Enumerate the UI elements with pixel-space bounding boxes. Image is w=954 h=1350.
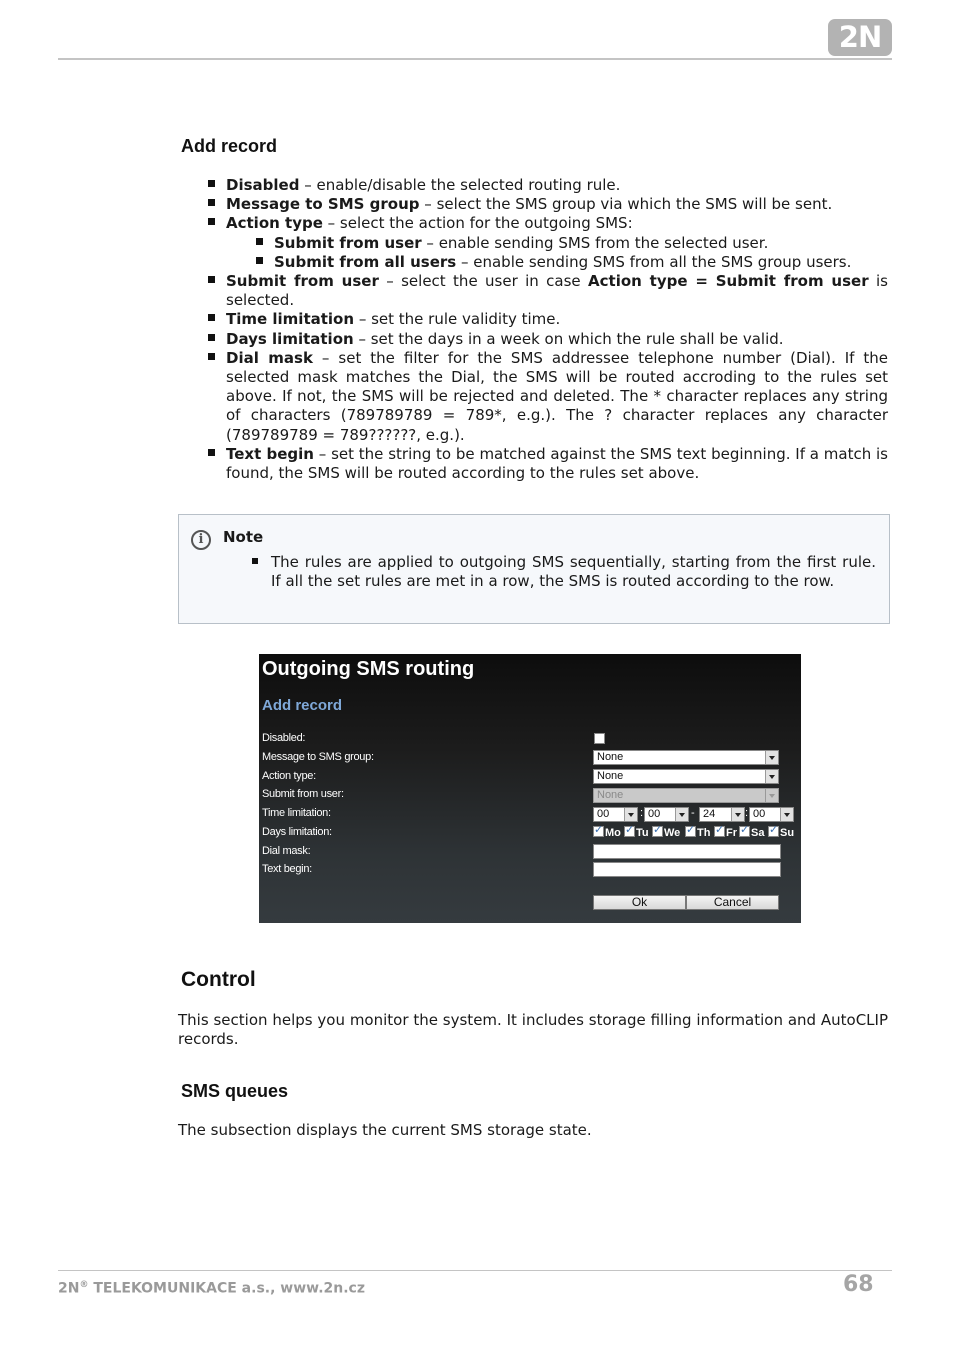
chevron-down-icon <box>765 789 778 802</box>
list-item: Time limitation – set the rule validity time. <box>205 310 888 329</box>
panel-title: Outgoing SMS routing <box>262 658 475 680</box>
label-disabled: Disabled: <box>262 732 306 744</box>
section-heading-control: Control <box>181 968 256 991</box>
sms-routing-screenshot <box>259 654 801 923</box>
label-submit-user: Submit from user: <box>262 788 344 800</box>
time-from-minute-select[interactable]: 00 <box>644 807 689 822</box>
time-from-hour-select[interactable]: 00 <box>593 807 638 822</box>
day-label-th: Th <box>697 827 711 839</box>
disabled-checkbox[interactable] <box>594 733 605 744</box>
list-item: Disabled – enable/disable the selected routing rule. <box>205 176 888 195</box>
cancel-button[interactable]: Cancel <box>686 895 779 910</box>
label-text-begin: Text begin: <box>262 863 312 875</box>
list-item: Days limitation – set the days in a week on which the rule shall be valid. <box>205 330 888 349</box>
chevron-down-icon <box>624 808 637 821</box>
list-item: Submit from user – enable sending SMS from the selected user. <box>253 234 888 253</box>
chevron-down-icon <box>765 770 778 783</box>
day-checkbox-we[interactable] <box>652 826 663 837</box>
day-checkbox-su[interactable] <box>768 826 779 837</box>
text-begin-input[interactable] <box>593 862 781 877</box>
note-list <box>251 553 876 591</box>
list-item: Message to SMS group – select the SMS group via which the SMS will be sent. <box>205 195 888 214</box>
footer-company: 2N® TELEKOMUNIKACE a.s., www.2n.cz <box>58 1280 365 1297</box>
dial-mask-input[interactable] <box>593 844 781 859</box>
list-item: Action type – select the action for the outgoing SMS: Submit from user – enable sending SMS from the selected user. Submit from all users – enable sending SMS from all the SMS group users. <box>205 214 888 272</box>
add-record-list <box>205 176 888 483</box>
day-label-tu: Tu <box>636 827 649 839</box>
chevron-down-icon <box>675 808 688 821</box>
time-range-separator: - <box>691 807 695 819</box>
header-divider <box>58 58 892 60</box>
day-label-su: Su <box>780 827 795 839</box>
submit-user-select[interactable]: None <box>593 788 779 803</box>
footer-divider <box>58 1270 892 1271</box>
label-sms-group: Message to SMS group: <box>262 751 374 763</box>
list-item: Submit from user – select the user in case Action type = Submit from user is selected. <box>205 272 888 310</box>
action-type-select[interactable]: None <box>593 769 779 784</box>
ok-button[interactable]: Ok <box>593 895 686 910</box>
time-to-minute-select[interactable]: 00 <box>749 807 794 822</box>
day-checkbox-tu[interactable] <box>624 826 635 837</box>
chevron-down-icon <box>731 808 744 821</box>
note-title: Note <box>223 528 264 546</box>
panel-subtitle: Add record <box>262 697 343 714</box>
list-item: The rules are applied to outgoing SMS sequentially, starting from the first rule. If all the set rules are met in a row, the SMS is routed according to the row. <box>251 553 876 591</box>
label-dial-mask: Dial mask: <box>262 845 311 857</box>
chevron-down-icon <box>765 751 778 764</box>
day-label-sa: Sa <box>751 827 765 839</box>
sms-queues-paragraph: The subsection displays the current SMS storage state. <box>178 1121 592 1139</box>
day-checkbox-mo[interactable] <box>593 826 604 837</box>
day-label-mo: Mo <box>605 827 621 839</box>
day-checkbox-fr[interactable] <box>714 826 725 837</box>
day-checkbox-th[interactable] <box>685 826 696 837</box>
time-to-hour-select[interactable]: 24 <box>699 807 745 822</box>
label-action-type: Action type: <box>262 770 316 782</box>
company-logo: 2N <box>828 19 892 56</box>
control-paragraph: This section helps you monitor the system. It includes storage filling information and AutoCLIP records. <box>178 1011 888 1049</box>
list-item: Text begin – set the string to be matched against the SMS text beginning. If a match is found, the SMS will be routed according to the rules set above. <box>205 445 888 483</box>
section-heading-sms-queues: SMS queues <box>181 1081 289 1101</box>
label-time-limitation: Time limitation: <box>262 807 331 819</box>
info-icon: i <box>191 530 211 550</box>
day-checkbox-sa[interactable] <box>739 826 750 837</box>
list-item: Submit from all users – enable sending SMS from all the SMS group users. <box>253 253 888 272</box>
section-heading-add-record: Add record <box>181 136 278 156</box>
day-label-fr: Fr <box>726 827 737 839</box>
time-separator: : <box>745 807 749 819</box>
note-box <box>178 514 890 624</box>
page-number: 68 <box>843 1272 874 1297</box>
time-separator: : <box>640 807 644 819</box>
list-item: Dial mask – set the filter for the SMS addressee telephone number (Dial). If the selected mask matches the Dial, the SMS will be routed accroding to the rules set above. If not, the SMS will be rejected and deleted. The * character replaces any string of characters (789789789 = 789*, e.g.). The ? character replaces any character (789789789 = 789??????, e.g.). <box>205 349 888 445</box>
chevron-down-icon <box>780 808 793 821</box>
day-label-we: We <box>664 827 681 839</box>
sms-group-select[interactable]: None <box>593 750 779 765</box>
label-days-limitation: Days limitation: <box>262 826 332 838</box>
